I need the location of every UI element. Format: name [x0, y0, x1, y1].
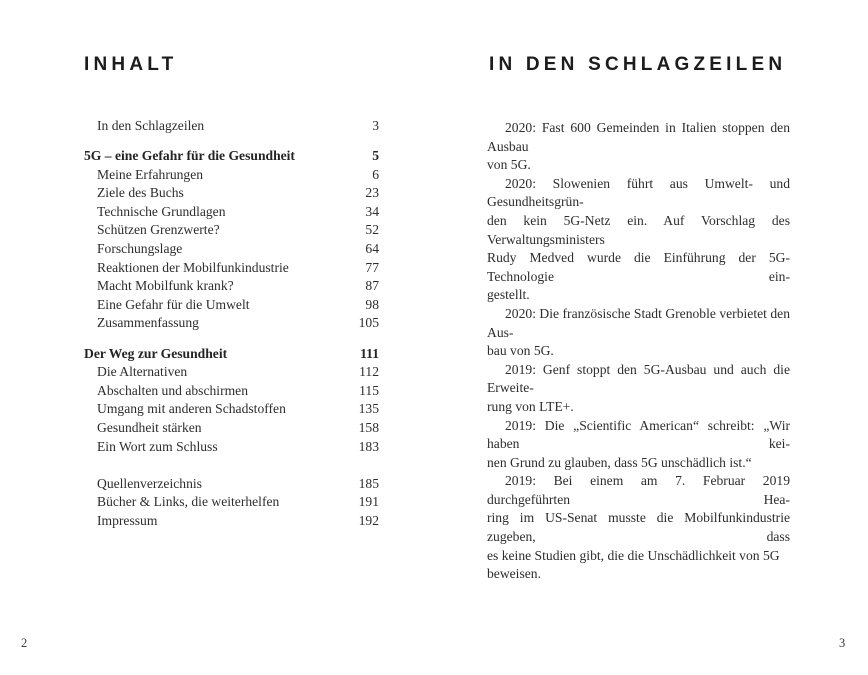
paragraph — [487, 417, 790, 473]
toc-entry — [84, 117, 379, 136]
toc-entry — [84, 296, 379, 315]
toc-entry — [84, 203, 379, 222]
toc-entry-page: 185 — [358, 475, 379, 491]
toc-entry-label: Ein Wort zum Schluss — [97, 438, 218, 454]
toc-entry — [84, 221, 379, 240]
toc-entry — [84, 345, 379, 364]
right-page-title: IN DEN SCHLAGZEILEN — [489, 54, 787, 75]
toc-entry — [84, 493, 379, 512]
toc-entry-label: Impressum — [97, 512, 158, 528]
toc-entry-page: 6 — [372, 166, 379, 182]
toc-entry-page: 98 — [365, 296, 379, 312]
paragraph-line: es keine Studien gibt, die die Unschädlichkeit von 5G beweisen. — [487, 547, 780, 582]
paragraph-line: Rudy Medved wurde die Einführung der 5G-Technologie ein- — [487, 250, 790, 284]
toc-list — [84, 117, 379, 530]
paragraph-line: von 5G. — [487, 157, 531, 173]
toc-entry-page: 192 — [358, 512, 379, 528]
paragraph-line: bau von 5G. — [487, 343, 554, 359]
toc-entry-label: 5G – eine Gefahr für die Gesundheit — [84, 148, 295, 164]
toc-entry-page: 191 — [358, 494, 379, 510]
toc-entry-page: 111 — [360, 345, 379, 361]
paragraph-line: 2019: Genf stoppt den 5G-Ausbau und auch die Erweite- — [487, 361, 790, 396]
toc-entry — [84, 438, 379, 457]
toc-entry-page: 112 — [359, 364, 379, 380]
paragraph — [487, 472, 790, 584]
toc-entry-label: Abschalten und abschirmen — [97, 382, 248, 398]
toc-entry-label: Umgang mit anderen Schadstoffen — [97, 401, 286, 417]
headline-paragraphs — [487, 119, 790, 584]
toc-entry-label: Der Weg zur Gesundheit — [84, 345, 228, 361]
toc-entry-label: Reaktionen der Mobilfunkindustrie — [97, 259, 289, 275]
paragraph-line: 2020: Slowenien führt aus Umwelt- und Gesundheitsgrün- — [487, 175, 790, 210]
paragraph — [487, 361, 790, 417]
toc-entry — [84, 382, 379, 401]
toc-entry-label: Quellenverzeichnis — [97, 475, 202, 491]
toc-entry-page: 77 — [365, 259, 379, 275]
toc-entry — [84, 166, 379, 185]
toc-entry-label: Bücher & Links, die weiterhelfen — [97, 494, 280, 510]
toc-entry-label: Die Alternativen — [97, 364, 188, 380]
toc-entry-page: 34 — [365, 203, 379, 219]
toc-entry-label: Schützen Grenzwerte? — [97, 222, 220, 238]
toc-entry-page: 87 — [365, 278, 379, 294]
toc-entry-page: 183 — [358, 438, 379, 454]
paragraph-line: rung von LTE+. — [487, 398, 574, 414]
paragraph-line: den kein 5G-Netz ein. Auf Vorschlag des Verwaltungsministers — [487, 212, 790, 247]
paragraph-line: ring im US-Senat musste die Mobilfunkindustrie zugeben, dass — [487, 510, 790, 545]
toc-entry-page: 64 — [365, 241, 379, 257]
paragraph-line: 2020: Fast 600 Gemeinden in Italien stoppen den Ausbau — [487, 120, 790, 154]
toc-entry-page: 105 — [358, 315, 379, 331]
toc-entry — [84, 475, 379, 494]
toc-entry — [84, 147, 379, 166]
toc-entry-label: Technische Grundlagen — [97, 203, 226, 219]
toc-entry — [84, 314, 379, 333]
paragraph-line: gestellt. — [487, 287, 530, 303]
toc-entry-page: 3 — [372, 118, 379, 133]
toc-entry — [84, 240, 379, 259]
left-page-number: 2 — [21, 636, 28, 650]
toc-entry — [84, 277, 379, 296]
toc-entry — [84, 184, 379, 203]
toc-entry-label: Gesundheit stärken — [97, 419, 202, 435]
toc-entry-label: Forschungslage — [97, 241, 183, 257]
toc-entry-page: 135 — [358, 401, 379, 417]
toc-entry-page: 52 — [365, 222, 379, 238]
toc-entry-label: In den Schlagzeilen — [97, 118, 205, 133]
paragraph-line: 2019: Bei einem am 7. Februar 2019 durchgeführten Hea- — [487, 473, 790, 507]
paragraph — [487, 305, 790, 361]
toc-entry-label: Eine Gefahr für die Umwelt — [97, 296, 250, 312]
paragraph-line: 2020: Die französische Stadt Grenoble verbietet den Aus- — [487, 305, 790, 340]
left-page-title: INHALT — [84, 54, 178, 75]
toc-entry-page: 115 — [359, 382, 379, 398]
toc-entry — [84, 419, 379, 438]
toc-entry-label: Zusammenfassung — [97, 315, 199, 331]
toc-entry-label: Ziele des Buchs — [97, 185, 184, 201]
paragraph-line: 2019: Die „Scientific American“ schreibt: „Wir haben kei- — [487, 417, 790, 452]
paragraph — [487, 175, 790, 305]
toc-entry-label: Meine Erfahrungen — [97, 166, 204, 182]
toc-entry — [84, 259, 379, 278]
toc-entry-page: 5 — [372, 148, 379, 164]
toc-entry-page: 158 — [358, 419, 379, 435]
toc-entry — [84, 400, 379, 419]
toc-entry — [84, 512, 379, 531]
toc-entry — [84, 363, 379, 382]
toc-entry-page: 23 — [365, 185, 379, 201]
right-page-number: 3 — [839, 636, 846, 650]
paragraph — [487, 119, 790, 175]
toc-entry-label: Macht Mobilfunk krank? — [97, 278, 234, 294]
paragraph-line: nen Grund zu glauben, dass 5G unschädlich ist.“ — [487, 454, 752, 470]
